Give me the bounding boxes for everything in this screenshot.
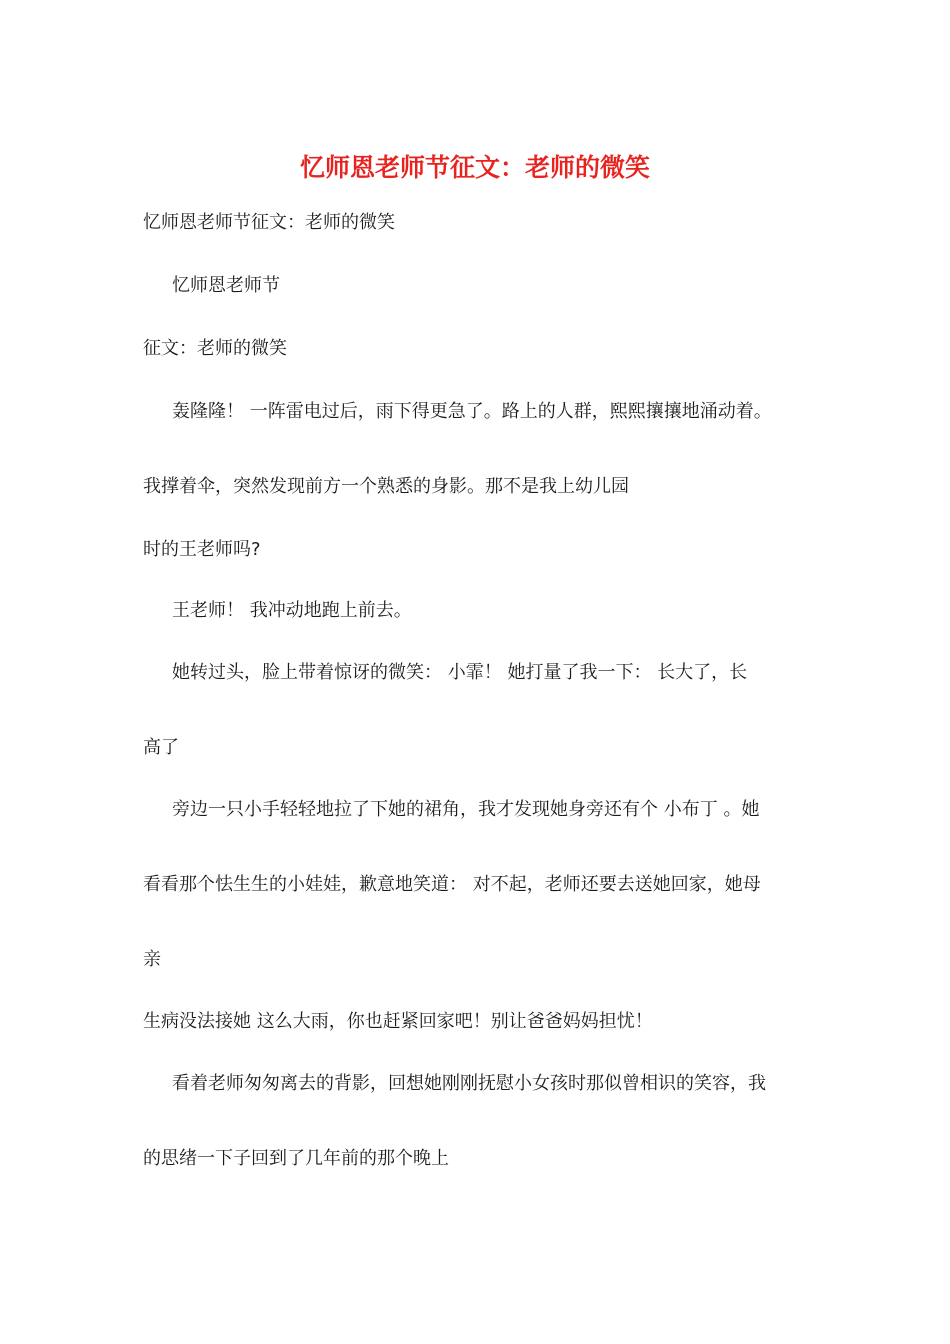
- body-line-subheading-2: 征文：老师的微笑: [143, 338, 287, 359]
- body-line-heading: 忆师恩老师节征文：老师的微笑: [143, 212, 395, 233]
- body-paragraph-line: 旁边一只小手轻轻地拉了下她的裙角，我才发现她身旁还有个 小布丁 。她: [172, 799, 760, 820]
- body-line-subheading: 忆师恩老师节: [172, 275, 280, 296]
- body-paragraph-line: 高了: [143, 737, 179, 758]
- body-paragraph-line: 我撑着伞，突然发现前方一个熟悉的身影。那不是我上幼儿园: [143, 476, 629, 497]
- body-paragraph-line: 生病没法接她 这么大雨，你也赶紧回家吧！别让爸爸妈妈担忧！: [143, 1011, 653, 1032]
- body-paragraph-line: 王老师！ 我冲动地跑上前去。: [172, 600, 412, 621]
- body-paragraph-line: 她转过头，脸上带着惊讶的微笑： 小霏！ 她打量了我一下： 长大了，长: [172, 662, 748, 683]
- document-title: 忆师恩老师节征文：老师的微笑: [299, 153, 650, 182]
- body-paragraph-line: 的思绪一下子回到了几年前的那个晚上: [143, 1148, 449, 1169]
- body-paragraph-line: 亲: [143, 949, 161, 970]
- body-paragraph-line: 看着老师匆匆离去的背影，回想她刚刚抚慰小女孩时那似曾相识的笑容，我: [172, 1073, 766, 1094]
- body-paragraph-line: 时的王老师吗?: [143, 539, 261, 560]
- body-paragraph-line: 轰隆隆！ 一阵雷电过后，雨下得更急了。路上的人群，熙熙攘攘地涌动着。: [172, 401, 772, 422]
- body-paragraph-line: 看看那个怯生生的小娃娃，歉意地笑道： 对不起，老师还要去送她回家，她母: [143, 874, 761, 895]
